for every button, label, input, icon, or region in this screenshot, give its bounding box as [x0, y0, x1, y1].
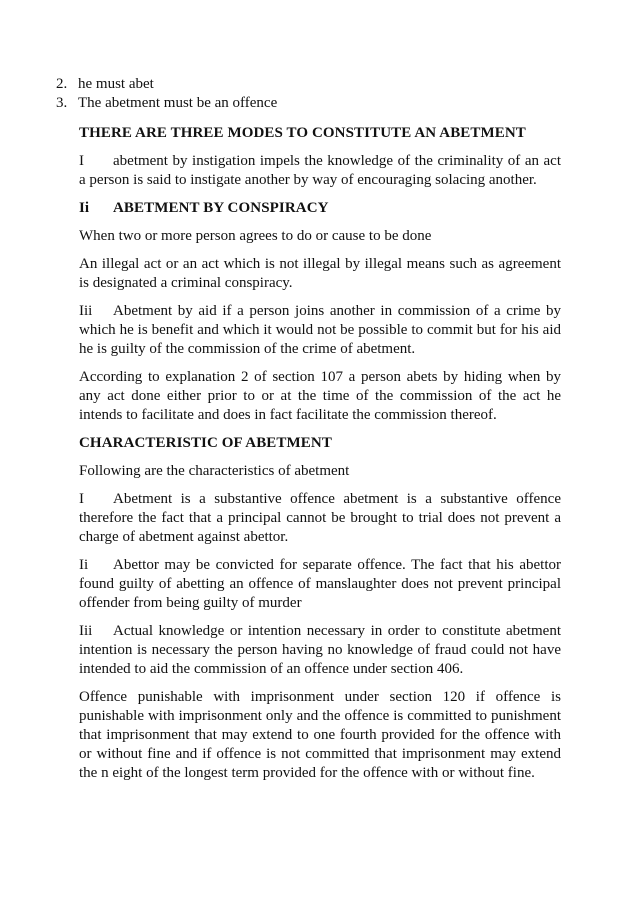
char-1-label: I [79, 491, 84, 507]
mode-1-label: I [79, 153, 84, 169]
char-2-label: Ii [79, 557, 89, 573]
list-item [56, 75, 576, 94]
heading-conspiracy [79, 199, 561, 218]
mode-3-label: Iii [79, 303, 93, 319]
characteristic-3-paragraph [79, 622, 561, 679]
list-item [56, 94, 576, 113]
punishment-paragraph: Offence punishable with imprisonment under section 120 if offence is punishable with imprisonment only and the offence is committed to punishment that imprisonment that may extend to one fourth provided for the offence with or without fine and if offence is not committed that imprisonment may extend the n eight of the longest term provided for the offence with or without fine. [79, 689, 561, 781]
characteristic-1-paragraph [79, 490, 561, 547]
list-item-text: he must abet [78, 76, 154, 92]
conspiracy-paragraph-2: An illegal act or an act which is not illegal by illegal means such as agreement is designated a criminal conspiracy. [79, 256, 561, 291]
heading-conspiracy-label: Ii [79, 200, 90, 216]
list-item-text: The abetment must be an offence [78, 95, 278, 111]
mode-instigation-paragraph [79, 152, 561, 190]
numbered-list [56, 75, 576, 113]
heading-conspiracy-text: ABETMENT BY CONSPIRACY [113, 200, 329, 216]
char-1-text: Abetment is a substantive offence abetment is a substantive offence therefore the fact that a principal cannot be brought to trial does not prevent a charge of abetment against abettor. [79, 491, 561, 545]
char-2-text: Abettor may be convicted for separate offence. The fact that his abettor found guilty of abetting an offence of manslaughter does not prevent principal offender from being guilty of murder [79, 557, 561, 611]
conspiracy-paragraph-1: When two or more person agrees to do or cause to be done [79, 228, 432, 244]
following-paragraph: Following are the characteristics of abetment [79, 463, 350, 479]
explanation-paragraph: According to explanation 2 of section 107 a person abets by hiding when by any act done either prior to or at the time of the commission of the act he intends to facilitate and does in fact facilitate the commission thereof. [79, 369, 561, 423]
mode-3-text: Abetment by aid if a person joins another in commission of a crime by which he is benefit and which it would not be possible to commit but for his aid he is guilty of the commission of the crime of abetment. [79, 303, 561, 357]
list-item-number: 2. [56, 76, 68, 92]
mode-aid-paragraph [79, 302, 561, 359]
characteristic-2-paragraph [79, 556, 561, 613]
mode-1-text: abetment by instigation impels the knowledge of the criminality of an act a person is said to instigate another by way of encouraging solacing another. [79, 153, 561, 188]
heading-modes: THERE ARE THREE MODES TO CONSTITUTE AN ABETMENT [79, 125, 526, 141]
char-3-text: Actual knowledge or intention necessary in order to constitute abetment intention is necessary the person having no knowledge of fraud could not have intended to aid the commission of an offence under section 406. [79, 623, 561, 677]
heading-characteristics: CHARACTERISTIC OF ABETMENT [79, 435, 332, 451]
char-3-label: Iii [79, 623, 93, 639]
list-item-number: 3. [56, 95, 68, 111]
document-body [79, 124, 561, 792]
